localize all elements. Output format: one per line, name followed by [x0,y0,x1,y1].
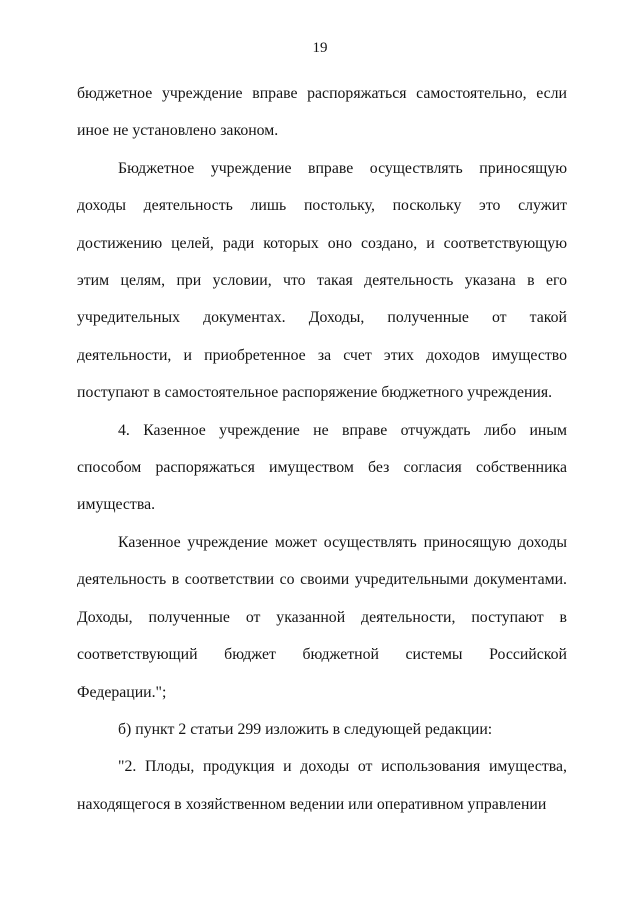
paragraph-subitem-b: б) пункт 2 статьи 299 изложить в следующей редакции: [118,720,493,738]
paragraph-state-institution-income: Казенное учреждение может осуществлять приносящую доходы деятельность в соответствии со своими учредительными документами. Доходы, полученные от указанной деятельности, поступают в соответствующий бюджет бюджетной системы Российской Федерации."; [77,533,567,701]
page-number: 19 [312,40,328,56]
document-body [77,75,567,823]
paragraph-item-4: 4. Казенное учреждение не вправе отчуждать либо иным способом распоряжаться имуществом без согласия собственника имущества. [77,421,567,514]
paragraph-continuation: бюджетное учреждение вправе распоряжаться самостоятельно, если иное не установлено законом. [77,85,567,140]
paragraph-budget-income: Бюджетное учреждение вправе осуществлять приносящую доходы деятельность лишь постольку, поскольку это служит достижению целей, ради которых оно создано, и соответствующую этим целям, при условии, что такая деятельность указана в его учредительных документах. Доходы, полученные от такой деятельности, и приобретенное за счет этих доходов имущество поступают в самостоятельное распоряжение бюджетного учреждения. [77,159,567,402]
paragraph-clause-2: "2. Плоды, продукция и доходы от использования имущества, находящегося в хозяйственном ведении или оперативном управлении [77,758,567,813]
